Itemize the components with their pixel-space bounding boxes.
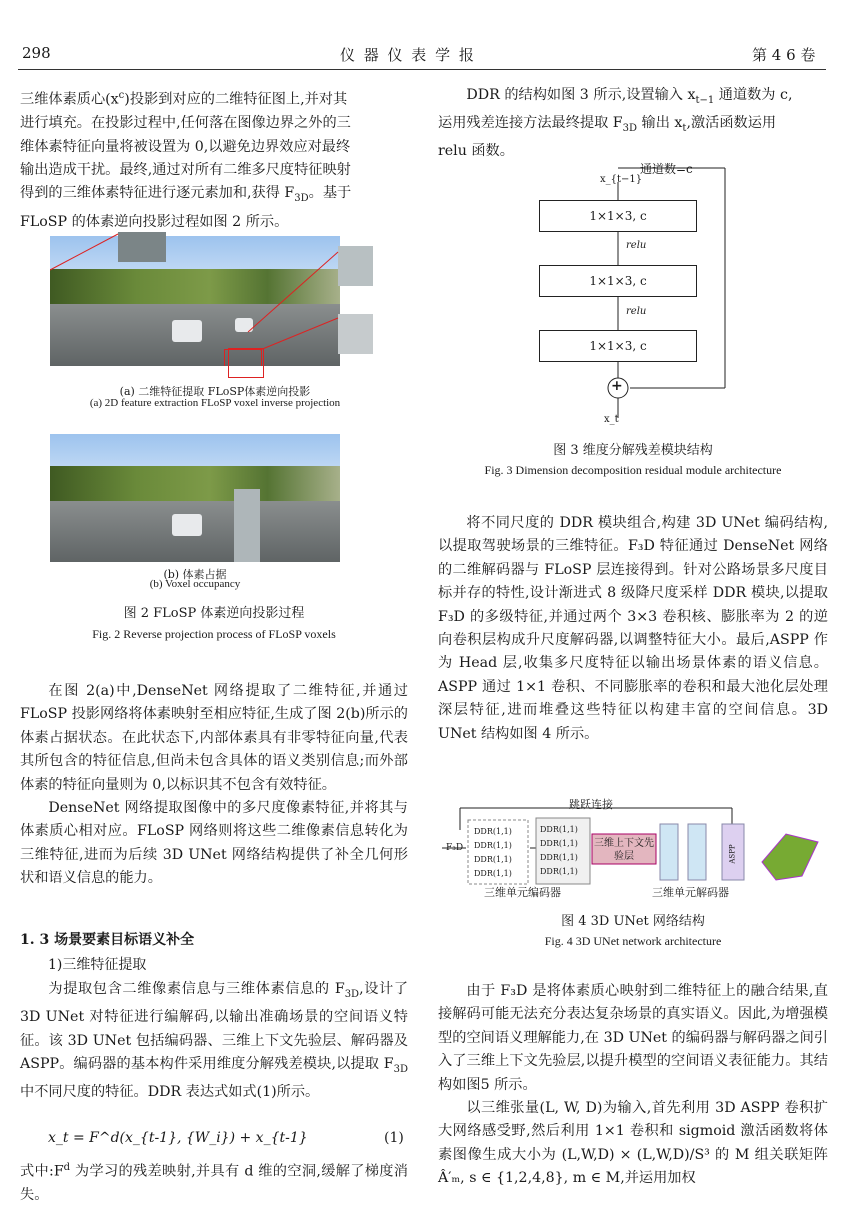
fig3-block-2: 1×1×3, c xyxy=(539,265,697,297)
fig2a-caption-en: (a) 2D feature extraction FLoSP voxel inverse projection xyxy=(89,397,341,409)
projection-lines xyxy=(50,232,380,382)
fig3-channel-label: 通道数=c xyxy=(640,162,693,176)
fig2b-caption-en: (b) Voxel occupancy xyxy=(149,578,241,590)
fig3-caption-cn: 图 3 维度分解残差模块结构 xyxy=(553,443,713,458)
journal-name: 仪 器 仪 表 学 报 xyxy=(340,46,476,64)
fig3-block-1: 1×1×3, c xyxy=(539,200,697,232)
fig2b-caption-cn: (b) 体素占据 xyxy=(163,568,227,581)
fig3-relu-1: relu xyxy=(626,240,647,251)
fig3-plus: + xyxy=(611,378,623,394)
figure-2b-photo xyxy=(50,434,340,562)
fig2-caption-en: Fig. 2 Reverse projection process of FLoSP voxels xyxy=(92,627,336,641)
fig4-context-label: 三维上下文先验层 xyxy=(594,838,654,862)
fig4-encoder-label: 三维单元编码器 xyxy=(484,886,561,899)
page-number: 298 xyxy=(22,44,51,62)
subsection-heading: 1)三维特征提取 xyxy=(48,957,147,973)
fig4-aspp-label: ASPP xyxy=(728,844,737,864)
fig3-relu-2: relu xyxy=(626,306,647,317)
left-bottom-text: 为提取包含二维像素信息与三维体素信息的 $F_{3D}$,设计了 3D UNet 对特征进行编解码,以输出准确场景的空间语义特征。该 3D UNet 包括编码器、三维上下文先验层、解码器及 ASPP。编码器的基本构件采用维度分解残差模块,以提取 $F_{3D}$ 中不同尺度的特征。DDR 表达式如式(1)所示。 xyxy=(20,981,409,1101)
equation-1: x_t = F^d(x_{t-1}, {W_i}) + x_{t-1} xyxy=(48,1130,308,1146)
fig3-caption-en: Fig. 3 Dimension decomposition residual module architecture xyxy=(484,463,782,477)
left-final-text: 式中$:F^d$ 为学习的残差映射,并具有 d 维的空洞,缓解了梯度消失。 xyxy=(20,1162,408,1204)
left-mid-text: 在图 2(a)中,DenseNet 网络提取了二维特征,并通过 FLoSP 投影网络将体素映射至相应特征,生成了图 2(b)所示的体素占据状态。在此状态下,内部体素具有非零特征向量,代表其所包含的特征信息,但尚未包含具体的语义类别信息;而外部体素的特征向量则为 0,以标识其不包含有效特征。 DenseNet 网络提取图像中的多尺度像素特征,并将其与体素质心相对应。FLoSP 网络则将这些二维像素信息转化为三维特征,进而为后续 3D UNet 网络结构提供了补全几何形状和语义信息的能力。 xyxy=(20,683,408,887)
fig3-input-label: x_{t−1} xyxy=(600,174,643,185)
header-rule xyxy=(18,69,826,70)
left-top-paragraph: 三维体素质心$(x^c)$投影到对应的二维特征图上,并对其 进行填充。在投影过程中,任何落在图像边界之外的三 维体素特征向量将被设置为 0,以避免边界效应对最终 输出造成干扰。最终,通过对所有二维多尺度特征映射 得到的三维体素特征进行逐元素加和,获得 $F_{3D}$。基于 FLoSP 的体素逆向投影过程如图 2 所示。 xyxy=(20,90,352,230)
volume-label: 第 4 6 卷 xyxy=(752,46,816,64)
section-heading: 1. 3 场景要素目标语义补全 xyxy=(20,932,195,948)
right-bottom-text: 由于 F₃D 是将体素质心映射到二维特征上的融合结果,直接解码可能无法充分表达复杂场景的真实语义。因此,为增强模型的空间语义理解能力,在 3D UNet 的编码器与解码器之间引入了三维上下文先验层,以提升模型的空间语义表征能力。其结构如图5 所示。 以三维张量(L, W, D)为输入,首先利用 3D ASPP 卷积扩大网络感受野,然后利用 1×1 卷积和 sigmoid 激活函数将体素图像生成大小为 (L,W,D) × (L,W,D)/S³ 的 M 组关联矩阵 Â′ₘ, s ∈ {1,2,4,8}, m ∈ M,并运用加权 xyxy=(438,983,828,1187)
fig3-output-label: x_t xyxy=(604,414,619,425)
fig4-encoder-blocks-2: DDR(1,1) DDR(1,1) DDR(1,1) DDR(1,1) xyxy=(540,825,578,876)
fig4-input-label: F₃D xyxy=(446,843,464,853)
fig4-decoder-label: 三维单元解码器 xyxy=(652,886,729,899)
fig4-skip-label: 跳跃连接 xyxy=(569,798,613,811)
fig2a-caption-cn: (a) 二维特征提取 FLoSP体素逆向投影 xyxy=(119,385,311,398)
right-mid-text: 将不同尺度的 DDR 模块组合,构建 3D UNet 编码结构,以提取驾驶场景的三维特征。F₃D 特征通过 DenseNet 网络的二维解码器与 FLoSP 层连接得到。针对公路场景多尺度目标并存的特性,设计渐进式 8 级降尺度采样 DDR 模块,以提取 F₃D 的多级特征,并通过两个 3×3 卷积核、膨胀率为 2 的逆向卷积层构成升尺度解码器,以调整特征大小。最后,ASPP 作为 Head 层,收集多尺度特征以输出场景体素的语义信息。ASPP 通过 1×1 卷积、不同膨胀率的卷积和最大池化层处理深层特征,进而堆叠这些特征以构建丰富的空间信息。3D UNet 结构如图 4 所示。 xyxy=(438,515,828,742)
fig2-caption-cn: 图 2 FLoSP 体素逆向投影过程 xyxy=(123,606,305,621)
equation-number: (1) xyxy=(384,1130,404,1146)
fig4-caption-en: Fig. 4 3D UNet network architecture xyxy=(544,934,722,948)
fig4-encoder-blocks: DDR(1,1) DDR(1,1) DDR(1,1) DDR(1,1) xyxy=(474,827,512,878)
right-top-paragraph: DDR 的结构如图 3 所示,设置输入 $x_{t-1}$ 通道数为 c, 运用残差连接方法最终提取 $F_{3D}$ 输出 $x_t$,激活函数运用 relu 函数。 xyxy=(438,87,793,160)
fig4-caption-cn: 图 4 3D UNet 网络结构 xyxy=(561,914,705,929)
fig3-block-3: 1×1×3, c xyxy=(539,330,697,362)
